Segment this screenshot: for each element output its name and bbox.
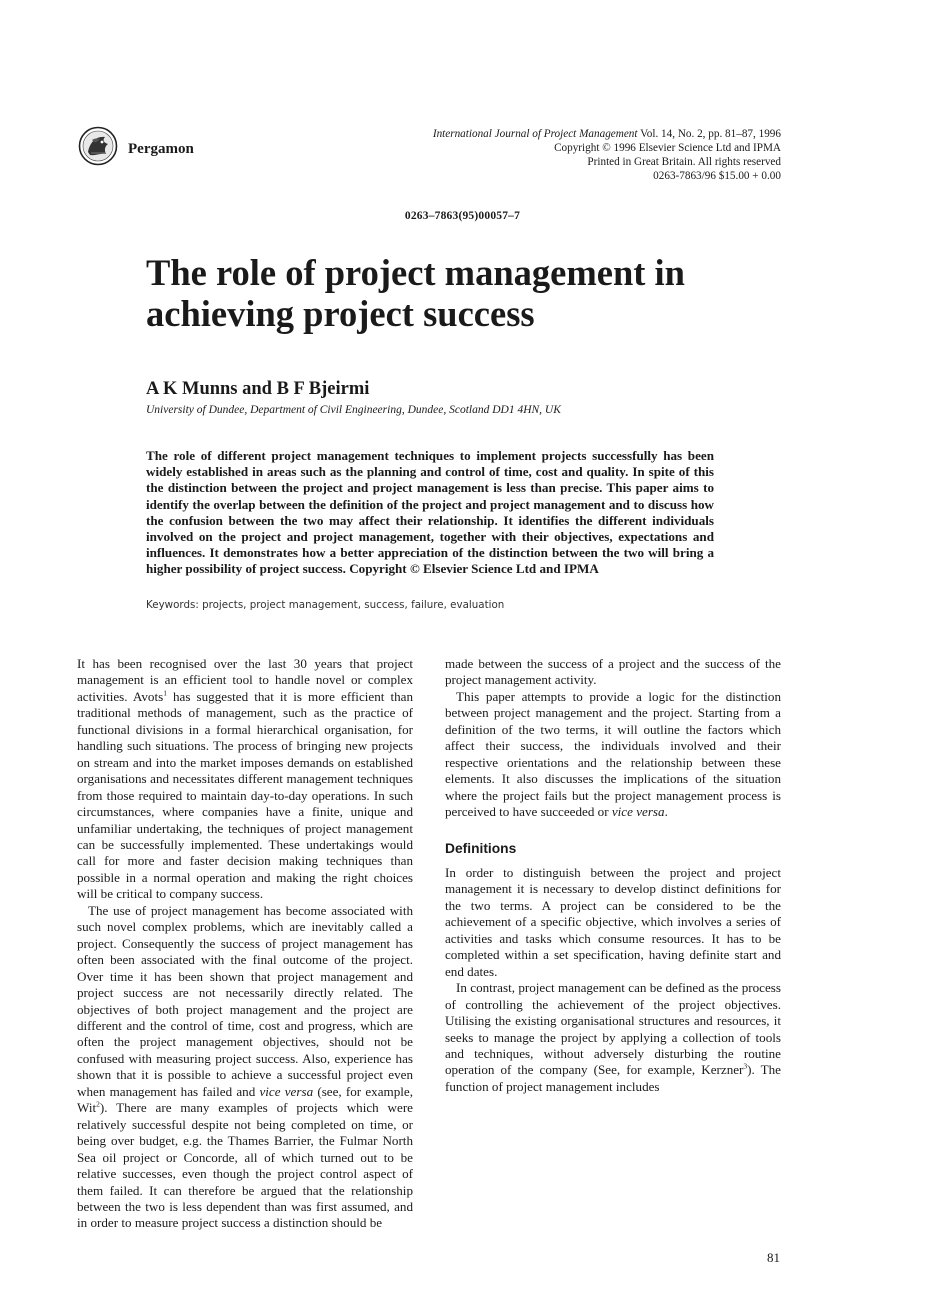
reference-marker: 1 <box>163 688 167 698</box>
journal-citation-line <box>361 127 781 141</box>
body-paragraph: It has been recognised over the last 30 years that project management is an efficient tool to handle novel or complex activities. Avots$^1$ has suggested that it is more efficient than traditional methods of management, such as the practice of functional divisions in a formal hierarchical organisation, for handling such situations. The process of bringing new projects on stream and into the market imposes demands on established organisations and necessitates different management techniques from those required to maintain day-to-day operations. In such circumstances, where companies have a finite, unique and unfamiliar undertaking, the techniques of project management can be successfully implemented. These undertakings would call for more and faster decision making techniques than possible in a normal operation and making the right choices will be critical to company success. <box>77 656 413 902</box>
journal-name: International Journal of Project Management <box>432 128 638 140</box>
printed-line: Printed in Great Britain. All rights reserved <box>587 156 781 168</box>
publisher-name: Pergamon <box>128 141 194 157</box>
body-paragraph: This paper attempts to provide a logic for the distinction between project management and the project. Starting from a definition of the two terms, it will outline the factors which affect their success, the individuals involved and their respective orientations and the relationship between these elements. It also discusses the implications of the situation where the project fails but the project management process is perceived to have succeeded or vice versa. <box>445 688 781 820</box>
price-line: 0263-7863/96 $15.00 + 0.00 <box>653 170 781 182</box>
abstract: The role of different project management techniques to implement projects successfully has been widely established in areas such as the planning and control of time, cost and quality. In spite of this the distinction between the project and project management is less than precise. This paper aims to identify the overlap between the definition of the project and project management and to discuss how the confusion between the two may affect their relationship. It identifies the different individuals involved on the project and project management, together with their objectives, expectations and influences. It demonstrates how a better appreciation of the distinction between the two will bring a higher possibility of project success. Copyright © Elsevier Science Ltd and IPMA <box>146 448 714 577</box>
body-column-left <box>77 656 413 1232</box>
reference-marker: 2 <box>96 1099 100 1109</box>
body-paragraph: The use of project management has become associated with such novel complex problems, which are inevitably called a project. Consequently the success of project management has often been associated with the final outcome of the project. Over time it has been shown that project management and project success are not necessarily directly related. The objectives of both project management and the project are different and the control of time, cost and progress, which are often the project management objectives, should not be confused with measuring project success. Also, experience has shown that it is possible to achieve a successful project even when management has failed and vice versa (see, for example, Wit$^2$). There are many examples of projects which were relatively successful despite not being completed on time, or being over budget, e.g. the Thames Barrier, the Fulmar North Sea oil project or Concorde, all of which turned out to be relative successes, even though the project control aspect of them failed. It can therefore be argued that the relationship between the two is less dependent than was first assumed, and in order to measure project success a distinction should be <box>77 902 413 1231</box>
journal-info <box>361 127 781 183</box>
journal-details: Vol. 14, No. 2, pp. 81–87, 1996 <box>640 128 781 140</box>
article-doi: 0263–7863(95)00057–7 <box>404 210 521 222</box>
body-paragraph: In order to distinguish between the project and project management it is necessary to develop distinct definitions for the two terms. A project can be considered to be the achievement of a specific objective, which involves a series of activities and tasks which consume resources. It has to be completed within a set specification, having definite start and end dates. <box>445 864 781 979</box>
copyright-line: Copyright © 1996 Elsevier Science Ltd and IPMA <box>554 142 781 154</box>
body-column-right <box>445 656 781 1095</box>
body-paragraph: In contrast, project management can be defined as the process of controlling the achievement of the project objectives. Utilising the existing organisational structures and resources, it seeks to manage the project by applying a collection of tools and techniques, without adversely disturbing the routine operation of the company (See, for example, Kerzner$^3$). The function of project management includes <box>445 980 781 1094</box>
page-title: The role of project management in achieving project success <box>146 252 685 334</box>
reference-marker: 3 <box>743 1062 748 1072</box>
keywords: Keywords: projects, project management, success, failure, evaluation <box>146 599 505 611</box>
pergamon-logo-icon <box>78 126 118 166</box>
affiliation: University of Dundee, Department of Civil Engineering, Dundee, Scotland DD1 4HN, UK <box>146 404 561 416</box>
page-number: 81 <box>767 1250 780 1265</box>
section-heading-definitions: Definitions <box>445 840 517 856</box>
body-paragraph-continued: made between the success of a project and the success of the project management activity. <box>445 656 781 688</box>
authors: A K Munns and B F Bjeirmi <box>146 379 370 399</box>
